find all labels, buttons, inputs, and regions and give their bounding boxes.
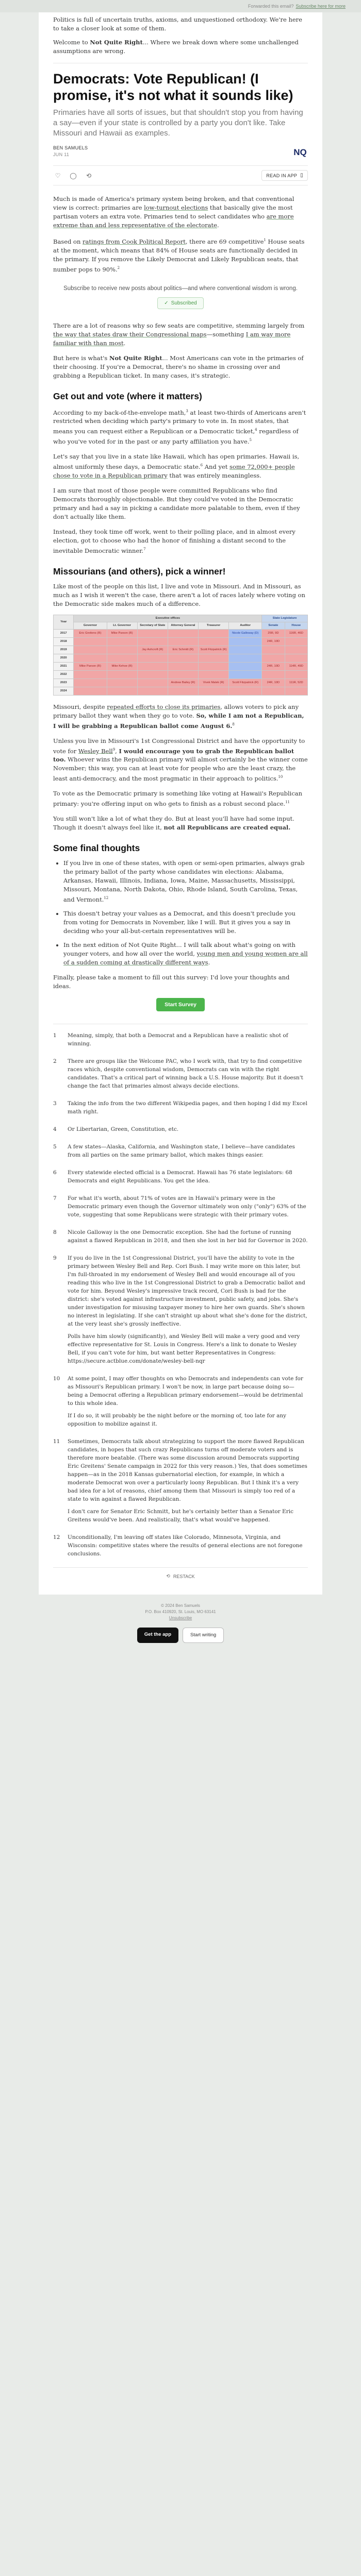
read-in-app-button[interactable] [261,170,308,181]
table-cell [107,687,137,695]
table-cell: 25R, 9D [262,629,285,637]
table-cell [229,654,262,662]
text: . [208,958,210,966]
text: There are a lot of reasons why so few seats are competitive, stemming largely from [53,321,305,329]
footnote-ref-5[interactable]: 5 [249,438,252,443]
comment-icon[interactable]: ◯ [70,172,77,179]
intro-newsletter-name: Not Quite Right [90,39,143,46]
table-column-header: Governor [74,622,107,629]
footnote-text: Unconditionally, I'm leaving off states like Colorado, Minnesota, Virginia, and Wisconsin: competitive states where the results of general elections are not foregone conclusions. [68,1534,303,1557]
text: According to my back-of-the-envelope math, [53,409,186,416]
footnote-body [68,1168,308,1189]
text: Missouri, despite [53,703,107,710]
body-p2 [53,236,308,274]
text: Whoever wins the Republican primary will almost certainly be the winner come November; this way, you can at least vote for people who are the least crazy, the least anti-democracy, and the most pragmatic in their approach to politics. [53,756,308,783]
body-p4 [53,354,308,380]
survey-wrap [53,998,308,1011]
body-p10 [53,703,308,731]
body-p5 [53,407,308,446]
intro-p2-prefix: Welcome to [53,39,90,46]
final-thoughts-list [53,859,308,967]
footnote-ref-11[interactable]: 11 [285,800,290,805]
link-hawaii-republican[interactable]: some 72,000+ people chose to vote in a Republican primary [53,463,295,479]
read-in-app-label: READ IN APP [266,173,298,178]
table-cell: Eric Greitens (R) [74,629,107,637]
table-cell-year: 2022 [54,670,74,679]
table-cell [168,670,198,679]
footnote-ref-7[interactable]: 7 [143,547,146,551]
footnote-number[interactable]: 10 [53,1375,60,1382]
table-cell: Scott Fitzpatrick (R) [198,646,228,654]
table-row [54,662,308,670]
forward-bar [0,0,361,12]
body-p9: Like most of the people on this list, I live and vote in Missouri. And in Missouri, as much as I wish it weren't the case, there aren't a lot of races lately where voting on the Democratic side makes much of a difference. [53,582,305,607]
footnote-number[interactable]: 4 [53,1126,57,1132]
footnote [53,1168,308,1189]
text-bold: I would encourage you to grab the Republican ballot too. [53,747,294,764]
table-group-executive: Executive offices [74,615,262,622]
table-cell: Andrew Bailey (R) [168,679,198,687]
subscribe-link[interactable]: Subscribe here for more [296,4,346,9]
table-cell [285,637,307,646]
body-p8 [53,528,308,555]
restack-icon[interactable]: ⟲ [86,172,92,179]
link-low-turnout[interactable]: low-turnout elections [144,204,208,211]
email-wrapper [39,12,322,1657]
table-cell [74,679,107,687]
table-column-header: Treasurer [198,622,228,629]
table-cell: Mike Parson (R) [107,629,137,637]
start-writing-button[interactable]: Start writing [183,1628,224,1643]
body-p13 [53,815,308,832]
check-icon: ✓ [164,300,169,306]
text: Instead, they took time off work, went to their polling place, and in almost every election, got to choose who had the honor of finishing a distant second to the inevitable Democratic winner. [53,528,296,554]
text: . [217,222,219,229]
footnote-ref-6[interactable]: 6 [200,463,203,468]
footnote-ref-8[interactable]: 8 [232,722,235,726]
table-cell [137,679,168,687]
footnote-text: If you do live in the 1st Congressional District, you'll have the ability to vote in the primary between Wesley Bell and Rep. Cori Bush. I may write more on this later, but I'm full-throated in my endorsement of Wesley Bell and would encourage all of you reading this who live in the 1st Congressional District to grab a Democratic ballot and vote for him. Beyond Wesley's impressive track record, Cori Bush is bad for the district: she's voted against infrastructure investment, public safety, and jobs. She's under investigation for misusing taxpayer money to hire her own guards. She's shown no interest in legislating. If she can't straight up about what she's done for the district, at the very least she's grossly ineffective. [68,1255,307,1327]
table-cell [262,646,285,654]
footnote [53,1375,308,1432]
heading-missourians: Missourians (and others), pick a winner! [53,566,226,577]
table-row [54,670,308,679]
footnote-number[interactable]: 8 [53,1229,57,1235]
text: —something [206,330,246,338]
text: that was entirely meaningless. [167,471,261,479]
footnote-text: Polls have him slowly (significantly), and Wesley Bell will make a very good and very effective representative for St. Louis in Congress. Here's a link to donate to Wesley Bell, if you can't vote for him, but want better Representatives in Congress: https://secure.actblue.com/donate/wesley-bell-nqr [68,1333,300,1364]
table-cell [137,662,168,670]
byline [53,145,308,160]
footnote-text: There are groups like the Welcome PAC, who I work with, that try to find competitive races which, despite conventional wisdom, Democrats can win with the right candidates. That's a critical part of winning back a U.S. House majority. But it doesn't change the fact that primaries almost always decide elections. [68,1058,303,1089]
table-cell [137,629,168,637]
table-row [54,679,308,687]
subscribed-button[interactable] [157,297,203,309]
text: , allows voters to pick any primary ballot they want when they go to vote. [53,703,299,719]
table-column-header: Senate [262,622,285,629]
body-p1 [53,195,308,230]
table-cell: 24R, 10D [262,662,285,670]
footnote-body [68,1228,308,1249]
author-name[interactable]: BEN SAMUELS [53,145,88,150]
restack-button[interactable]: RESTACK [173,1573,195,1579]
link-young-voters[interactable]: young men and young women are all of a sudden coming at drastically different ways [63,950,308,966]
table-cell-year: 2019 [54,646,74,654]
table-cell [74,646,107,654]
footnote-number[interactable]: 3 [53,1100,57,1107]
missouri-officials-table [53,615,308,696]
footnote-number[interactable]: 1 [53,1032,57,1039]
forward-text: Forwarded this email? [248,4,294,9]
table-header-year: Year [54,615,74,629]
table-cell: Mike Parson (R) [74,662,107,670]
footnote-text: Meaning, simply, that both a Democrat and a Republican have a realistic shot of winning. [68,1032,288,1047]
table-cell [198,662,228,670]
body-p14: Finally, please take a moment to fill out this survey: I'd love your thoughts and ideas. [53,973,290,990]
link-wesley-bell[interactable]: Wesley Bell [78,747,113,755]
table-cell [168,662,198,670]
list-item [63,941,308,967]
phone-icon: ▯ [300,173,303,178]
table-cell [107,637,137,646]
footnotes [53,1024,308,1562]
author-block [53,145,88,158]
footnote-text: For what it's worth, about 71% of votes are in Hawaii's primary were in the Democratic primary even though the Governor ultimately won only ("only") 63% of the vote, suggesting that some Republicans were strategic with their primary votes. [68,1195,306,1218]
footnote [53,1254,308,1369]
footnote-ref-1[interactable]: 1 [264,238,266,242]
footnote-body [68,1437,308,1528]
footnote-text: Every statewide elected official is a Democrat. Hawaii has 76 state legislators: 68 Democrats and eight Republicans. You get the idea. [68,1169,292,1184]
link-cook-ratings[interactable]: ratings from Cook Political Report [83,238,186,245]
table-group-header-row [54,615,308,622]
restack-icon[interactable]: ⟲ [166,1573,170,1579]
text: regardless of who you've voted for in the past or any party affiliation you have. [53,428,299,446]
heart-icon[interactable]: ♡ [55,172,61,179]
table-cell: Jay Ashcroft (R) [137,646,168,654]
table-cell: Scott Fitzpatrick (R) [229,679,262,687]
post-card [39,12,322,1595]
table-cell: Nicole Galloway (D) [229,629,262,637]
table-cell [137,654,168,662]
copyright: © 2024 Ben Samuels [161,1603,200,1608]
intro-p2 [53,38,308,56]
text: You still won't like a lot of what they do. But at least you'll have had some input. Though it doesn't always feel like it, [53,815,294,832]
text: Unless you live in Missouri's 1st Congressional District and have the opportunity to vote for [53,737,305,755]
footnote-body [68,1031,308,1052]
footnote-ref-12[interactable]: 12 [104,896,109,901]
body-p7: I am sure that most of those people were committed Republicans who find Democrats thoroughly objectionable. But they could've voted in the Democratic primary and had a say in picking a candidate more palatable to them, even if they don't actually like them. [53,486,300,520]
table-body [54,629,308,695]
table-cell: 114R, 49D [285,662,307,670]
footnote-number[interactable]: 6 [53,1169,57,1176]
table-cell [198,637,228,646]
footnote-text: Taking the info from the two different Wikipedia pages, and then hoping I did my Excel math right. [68,1100,307,1115]
table-cell-year: 2024 [54,687,74,695]
footnote-text: I don't care for Senator Eric Schmitt, but he's certainly better than a Senator Eric Greitens would've been. And realistically, that's what would've happened. [68,1508,293,1523]
footnote [53,1125,308,1138]
table-cell-year: 2017 [54,629,74,637]
footnote-body [68,1533,308,1562]
footnote-text: Sometimes, Democrats talk about strategizing to support the more flawed Republican candidates, in hopes that such crazy Republicans turns off moderate voters and is therefore more beatable. (There was some discussion around Democrats supporting Eric Greitens' Senate campaign in 2022 for this very reason.) Yes, that does sometimes happen—as in the 2018 Kansas gubernatorial election, for example, in which a moderate Democrat won over a particularly loony Republican. But I think it's a very bad idea for a lot of reasons, chief among them that Missouri is simply too red of a state to win against a flawed Republican. [68,1438,307,1502]
footnote-body [68,1125,178,1138]
table-cell [198,654,228,662]
text: , there are 69 competitive [185,238,264,245]
table-cell: 116R, 46D [285,629,307,637]
table-cell [74,654,107,662]
text: Based on [53,238,83,245]
footnote-number[interactable]: 9 [53,1255,57,1261]
text: at least two-thirds of Americans aren't restricted when deciding which party's primary to vote in. In most states, that means you can request either a Republican or a Democratic ticket, [53,409,306,435]
table-cell [74,637,107,646]
table-row [54,654,308,662]
text: If you live in one of these states, with open or semi-open primaries, always grab the primary ballot of the party whose candidates win elections: Alabama, Arkansas, Hawaii, Illinois, Indiana, Iowa, Maine, Massachusetts, Mississippi, Missouri, Montana, North Dakota, Ohio, Rhode Island, South Carolina, Texas, and Vermont. [63,859,305,903]
footnote [53,1099,308,1120]
table-cell: 24R, 10D [262,679,285,687]
post-actions [53,165,308,185]
table-cell [107,679,137,687]
table-column-header: House [285,622,307,629]
table-cell [285,670,307,679]
subscribed-label: Subscribed [171,300,197,306]
footnote [53,1437,308,1528]
text: that basically give the most partisan voters an extra vote. Primaries tend to select candidates who [53,204,293,220]
text: Much is made of America's primary system being broken, and that conventional view is correct: primaries are [53,195,294,211]
table-cell [229,646,262,654]
table-cell [74,687,107,695]
footnote [53,1057,308,1094]
body-p6 [53,452,308,480]
text: Let's say that you live in a state like Hawaii, which has open primaries. Hawaii is, almost uniformly these days, a Democratic state. [53,453,300,470]
footnote-ref-2[interactable]: 2 [117,265,120,270]
footer-app-row [39,1628,322,1643]
footnote [53,1194,308,1223]
footnote-ref-10[interactable]: 10 [278,775,283,779]
table-cell-year: 2020 [54,654,74,662]
table-cell [168,654,198,662]
table-cell [198,687,228,695]
table-column-header: Attorney General [168,622,198,629]
table-cell [262,654,285,662]
intro-p2-suffix: ... Where we break down where some unchallenged assumptions are wrong. [53,39,299,55]
footnote-text: If I do so, it will probably be the night before or the morning of, too late for any opposition to mobilize against it. [68,1412,287,1427]
table-cell: Mike Kehoe (R) [107,662,137,670]
table-cell [285,654,307,662]
table-cell [262,670,285,679]
text-bold: So, while I am not a Republican, I will be grabbing a Republican ballot come August 6. [53,711,304,730]
post-date: JUN 11 [53,152,70,157]
table-column-header: Auditor [229,622,262,629]
table-cell [198,629,228,637]
text: ... Most Americans can vote in the primaries of their choosing. If you're a Democrat, there's no shame in crossing over and grabbing a Republican ticket. In many cases, it's strategic. [53,354,304,379]
get-app-button[interactable]: Get the app [137,1628,178,1643]
email-footer [39,1595,322,1657]
table-cell [229,637,262,646]
body-p11 [53,737,308,784]
table-cell [137,687,168,695]
heading-get-out-vote: Get out and vote (where it matters) [53,391,202,401]
table-cell-year: 2018 [54,637,74,646]
address: P.O. Box 410920, St. Louis, MO 63141 [145,1609,216,1614]
list-item: • This doesn't betray your values as a Democrat, and this doesn't preclude you from voting for Democrats in November, like I will. But it gives you a say in deciding who your all-but-certain representatives will be. [63,909,308,936]
footnote-ref-4[interactable]: 4 [255,428,257,432]
footnote-body [68,1099,308,1120]
footnote-number[interactable]: 2 [53,1058,57,1064]
table-cell [198,670,228,679]
footnote-body [68,1057,308,1094]
table-cell [107,646,137,654]
table-cell [137,670,168,679]
post-actions-left [53,171,93,180]
table-row [54,646,308,654]
table-cell: Vivek Malek (R) [198,679,228,687]
text: , [115,747,119,755]
table-column-header: Secretary of State [137,622,168,629]
footnote-body [68,1375,308,1432]
table-cell [285,687,307,695]
table-cell [168,637,198,646]
footnote-text: Or Libertarian, Green, Constitution, etc. [68,1126,179,1132]
link-more-extreme[interactable]: are more extreme than and less representative of the electorate [53,213,294,229]
footnote-ref-9[interactable]: 9 [112,747,116,752]
table-cell-year: 2021 [54,662,74,670]
intro-p1: Politics is full of uncertain truths, axioms, and unquestioned orthodoxy. We're here to take a closer look at some of them. [53,16,302,32]
table-cell [137,637,168,646]
body-p12 [53,789,308,808]
footnote-body [68,1143,308,1163]
table-column-header: Lt. Governor [107,622,137,629]
link-close-primaries[interactable]: repeated efforts to close its primaries [107,703,221,710]
table-row [54,629,308,637]
list-item [63,859,308,904]
intro [53,12,308,56]
text: To vote as the Democratic primary is something like voting at Hawaii's Republican primary: you're offering input on who gets to finish as a robust second place. [53,790,303,808]
table-column-header-row [54,622,308,629]
heading-final-thoughts: Some final thoughts [53,843,140,854]
officials-table [53,615,308,696]
text: And yet [203,463,230,470]
footnote-ref-3[interactable]: 3 [186,409,188,413]
table-cell: Eric Schmitt (R) [168,646,198,654]
footnote [53,1533,308,1562]
table-cell [229,687,262,695]
text: . [123,339,126,347]
footnote-number[interactable]: 7 [53,1195,57,1201]
text-bold: not all Republicans are created equal. [163,824,291,832]
subscribe-box [53,284,308,309]
footnote [53,1031,308,1052]
text-bold: Not Quite Right [109,354,162,362]
footnote-body [68,1254,308,1369]
post-subtitle: Primaries have all sorts of issues, but that shouldn't stop you from having a say—even if your state is controlled by a party you don't like. Take Missouri and Hawaii as examples. [53,108,303,138]
footnote [53,1143,308,1163]
post-title[interactable]: Democrats: Vote Republican! (I promise, it's not what it sounds like) [53,71,293,103]
table-row [54,687,308,695]
table-cell [107,654,137,662]
footnote-body [68,1194,308,1223]
body-p3 [53,321,308,348]
bottom-actions [53,1567,308,1582]
table-cell [168,629,198,637]
text: In the next edition of Not Quite Right... I will talk about what's going on with younger voters, and how all over the world, [63,941,296,957]
table-cell: 111R, 52D [285,679,307,687]
footnote-text: A few states—Alaska, California, and Washington state, I believe—have candidates from all parties on the same primary ballot, which makes things easier. [68,1143,295,1158]
table-row [54,637,308,646]
table-cell [229,662,262,670]
unsubscribe-link[interactable]: Unsubscribe [169,1615,192,1620]
footnote-text: Nicole Galloway is the one Democratic exception. She had the fortune of running against a flawed Republican in 2018, and then she lost in her bid for Governor in 2020. [68,1229,308,1244]
table-cell [74,670,107,679]
footnote-number[interactable]: 11 [53,1438,60,1445]
link-congressional-maps[interactable]: the way that states draw their Congressional maps [53,330,207,338]
text: But here is what's [53,354,109,362]
table-cell [285,646,307,654]
text: House seats at the moment, which means that 84% of House seats are functionally decided in the primary. If you remove the Likely Democrat and Likely Republican seats, that number pops to 90%. [53,238,305,273]
table-cell: 24R, 10D [262,637,285,646]
start-survey-button[interactable]: Start Survey [156,998,205,1011]
link-familiar[interactable]: I am way more familiar with than most [53,330,291,347]
table-cell [262,687,285,695]
table-group-legislature: State Legislature [262,615,308,622]
table-cell [107,670,137,679]
publication-logo[interactable]: NQ [293,147,307,157]
table-cell [229,670,262,679]
footnote-number[interactable]: 5 [53,1143,57,1150]
footnote [53,1228,308,1249]
footnote-number[interactable]: 12 [53,1534,60,1540]
subscribe-prompt: Subscribe to receive new posts about politics—and where conventional wisdom is wrong. [63,285,298,292]
footnote-text: At some point, I may offer thoughts on who Democrats and independents can vote for as Missouri's Republican primary. I won't be now, in large part because doing so—being a Democrat offering a Republican primary endorsement—would be detrimental to this whole idea. [68,1375,303,1406]
table-cell-year: 2023 [54,679,74,687]
table-cell [168,687,198,695]
